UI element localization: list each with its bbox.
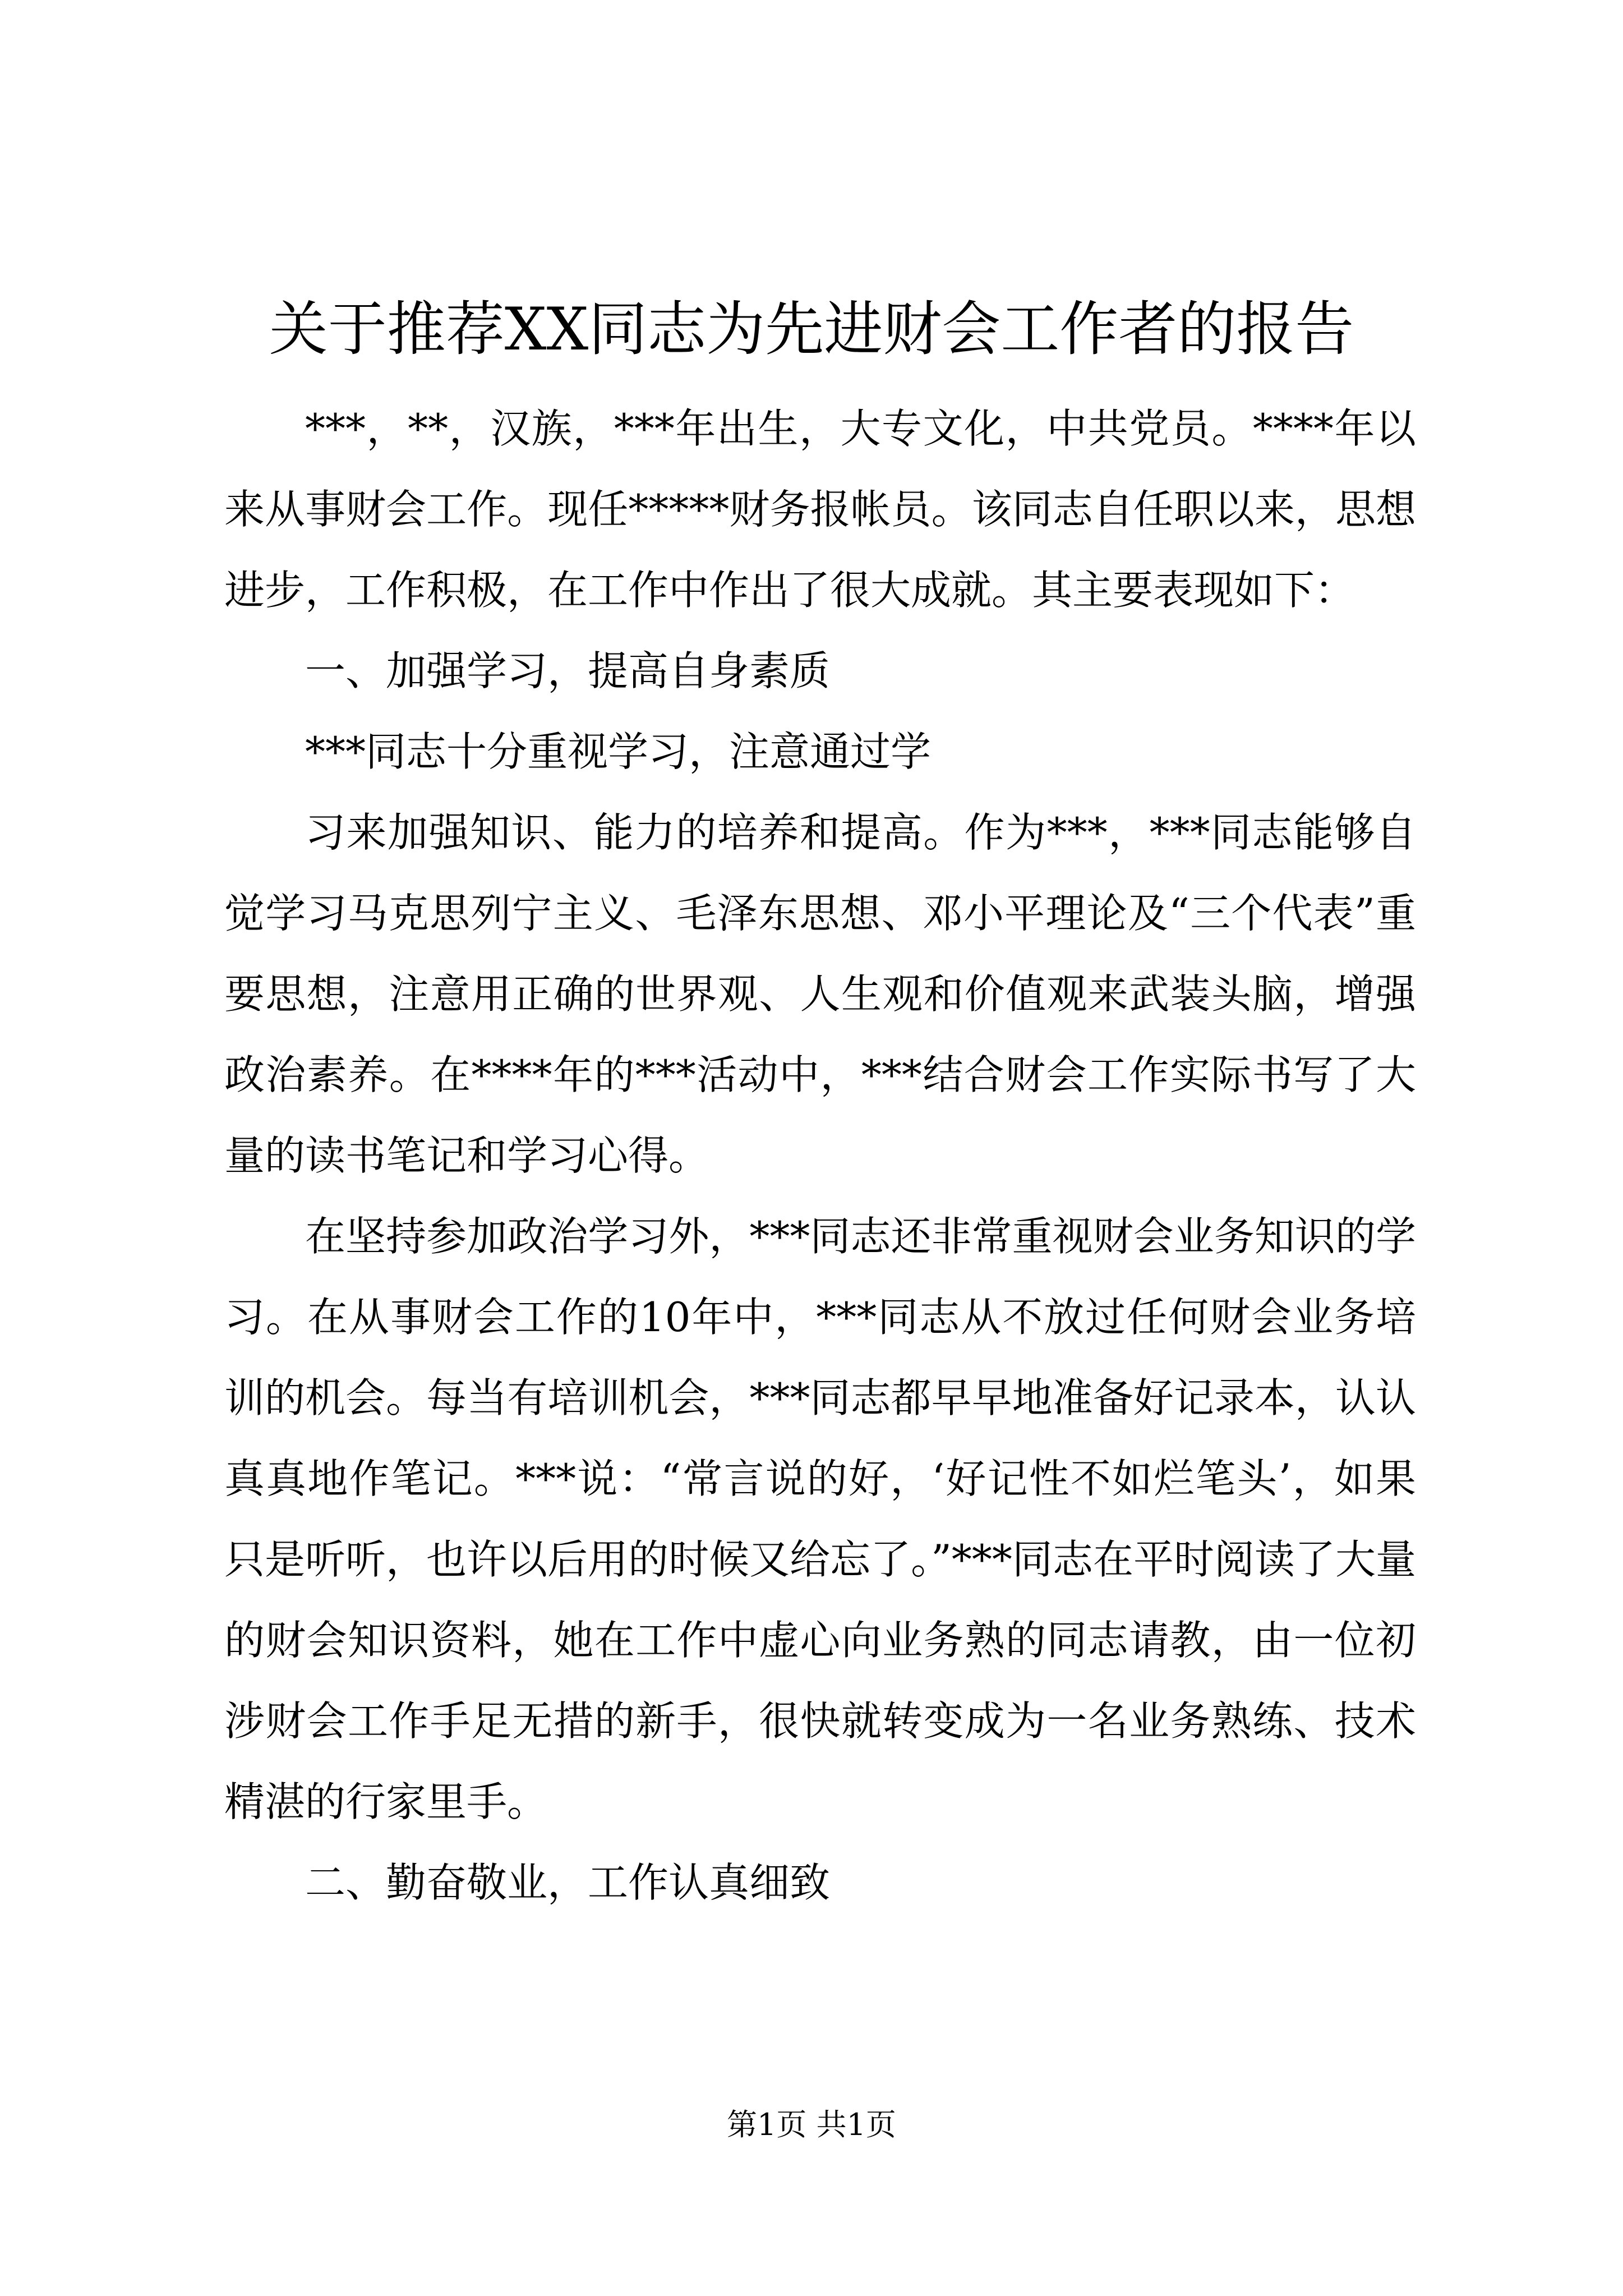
- paragraph-study-lead: ***同志十分重视学习，注意通过学: [305, 728, 932, 775]
- paragraph-study: 习来加强知识、能力的培养和提高。作为***，***同志能够自觉学习马克思列宁主义、毛泽东思想、邓小平理论及“三个代表”重要思想，注意用正确的世界观、人生观和价值观来武装头脑，增强政治素养。在****年的***活动中，***结合财会工作实际书写了大量的读书笔记和学习心得。: [224, 809, 1416, 1179]
- paragraph-intro: ***，**，汉族，***年出生，大专文化，中共党员。****年以来从事财会工作。现任*****财务报帐员。该同志自任职以来，思想进步，工作积极，在工作中作出了很大成就。其主要表现如下：: [224, 405, 1416, 614]
- document-body: [224, 388, 1416, 1923]
- section-heading-1: 一、加强学习，提高自身素质: [305, 647, 831, 694]
- section-heading-2: 二、勤奋敬业，工作认真细致: [305, 1859, 831, 1906]
- document-title: 关于推荐XX同志为先进财会工作者的报告: [269, 295, 1354, 364]
- page-number-footer: 第1页 共1页: [727, 2107, 896, 2142]
- paragraph-business-study: 在坚持参加政治学习外，***同志还非常重视财会业务知识的学习。在从事财会工作的10年中，***同志从不放过任何财会业务培训的机会。每当有培训机会，***同志都早早地准备好记录本，认认真真地作笔记。***说：“常言说的好，‘好记性不如烂笔头’，如果只是听听，也许以后用的时候又给忘了。”***同志在平时阅读了大量的财会知识资料，她在工作中虚心向业务熟的同志请教，由一位初涉财会工作手足无措的新手，很快就转变成为一名业务熟练、技术精湛的行家里手。: [224, 1213, 1416, 1825]
